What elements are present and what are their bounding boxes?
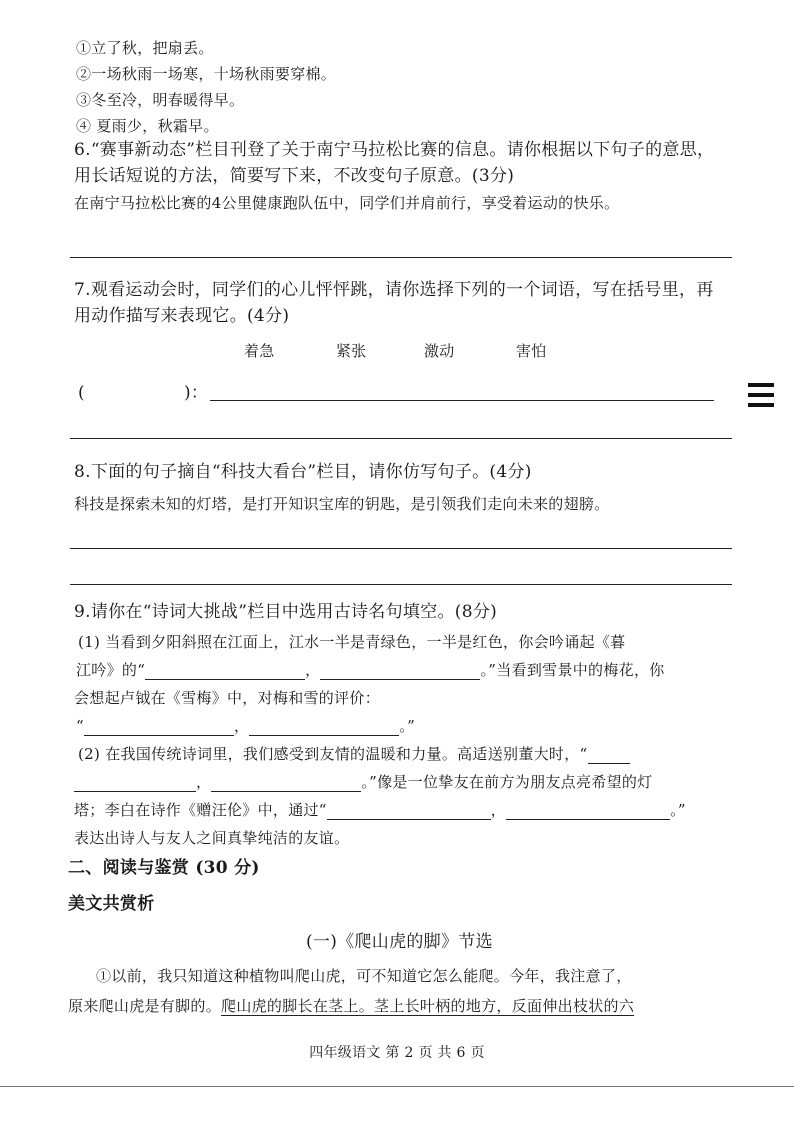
footer-divider [0,1086,794,1087]
q9-part1-line4-pre: “ [76,717,84,735]
q9-part2-line1 [78,744,630,764]
q6-answer-line[interactable] [70,257,732,258]
q9-part1-line2-comma: ， [305,661,321,679]
q7-close-paren: )： [184,383,209,403]
q9-part1-line4-comma: ， [233,717,250,735]
q8-answer-line-1[interactable] [70,548,732,549]
q9-blank-6[interactable] [74,775,196,792]
q9-part2-line3 [74,800,686,820]
page-footer: 四年级语文 第 2 页 共 6 页 [309,1045,485,1061]
section-heading: 二、阅读与鉴赏 (30 分) [68,858,260,878]
q9-part2-line1-text: (2) 在我国传统诗词里，我们感受到友情的温暖和力量。高适送别董大时，“ [78,745,588,763]
q9-part2-line3-post: 。” [670,801,686,819]
q7-word-1: 着急 [244,342,275,360]
q9-part1-line2-pre: 江吟》的“ [76,661,146,679]
menu-icon[interactable] [748,382,774,408]
q7-answer-line-1[interactable] [210,400,714,401]
q9-part1-line4-post: 。” [399,717,416,735]
q9-part2-line2 [74,772,652,792]
q9-blank-1[interactable] [145,663,305,680]
section-subheading: 美文共赏析 [68,894,155,914]
q8-answer-line-2[interactable] [70,584,732,585]
q7-prompt-line2: 用动作描写来表现它。(4分) [74,306,290,326]
q9-part1-line4 [76,716,415,736]
q9-part1-line1: (1) 当看到夕阳斜照在江面上，江水一半是青绿色，一半是红色，你会吟诵起《暮 [78,633,626,651]
q6-prompt-line1: 6.“赛事新动态”栏目刊登了关于南宁马拉松比赛的信息。请你根据以下句子的意思， [74,140,715,160]
q7-word-3: 激动 [424,342,455,360]
q9-blank-3[interactable] [84,719,234,736]
q9-blank-8[interactable] [327,803,491,820]
q9-part2-line2-post: 。”像是一位挚友在前方为朋友点亮希望的灯 [361,773,653,791]
q9-blank-9[interactable] [506,803,670,820]
q9-part2-line2-comma: ， [196,773,212,791]
proverb-3: ③冬至冷，明春暖得早。 [76,91,245,109]
proverb-4: ④ 夏雨少，秋霜早。 [76,117,219,135]
q8-source-sentence: 科技是探索未知的灯塔，是打开知识宝库的钥匙，是引领我们走向未来的翅膀。 [74,495,610,513]
q7-open-paren: ( [78,383,85,403]
q7-word-2: 紧张 [336,342,367,360]
passage-para1-line2-a: 原来爬山虎是有脚的。 [68,997,222,1015]
proverb-1: ①立了秋，把扇丢。 [76,39,214,57]
q7-answer-line-2[interactable] [70,438,732,439]
passage-title: (一)《爬山虎的脚》节选 [306,932,493,952]
passage-para1-line1: ①以前，我只知道这种植物叫爬山虎，可不知道它怎么能爬。今年，我注意了， [96,967,632,985]
q9-blank-5[interactable] [588,747,630,764]
passage-underlined-sentence: 爬山虎的脚长在茎上。茎上长叶柄的地方，反面伸出枝状的六 [221,997,635,1015]
q8-prompt: 8.下面的句子摘自“科技大看台”栏目，请你仿写句子。(4分) [74,462,532,482]
q9-part1-line2-post: 。”当看到雪景中的梅花，你 [480,661,665,679]
q7-prompt-line1: 7.观看运动会时，同学们的心儿怦怦跳，请你选择下列的一个词语，写在括号里，再 [74,280,714,300]
q6-source-sentence: 在南宁马拉松比赛的4公里健康跑队伍中，同学们并肩前行，享受着运动的快乐。 [74,194,620,212]
q9-part1-line3: 会想起卢钺在《雪梅》中，对梅和雪的评价： [74,689,381,707]
q9-blank-7[interactable] [211,775,361,792]
q6-prompt-line2: 用长话短说的方法，简要写下来，不改变句子原意。(3分) [74,166,515,186]
q9-part2-line3-pre: 塔；李白在诗作《赠汪伦》中，通过“ [74,801,327,819]
q9-part2-line3-comma: ， [490,801,507,819]
q9-part1-line2 [76,660,665,680]
q9-blank-2[interactable] [320,663,480,680]
q7-word-4: 害怕 [516,342,547,360]
passage-para1-line2 [68,996,634,1016]
q9-prompt: 9.请你在“诗词大挑战”栏目中选用古诗名句填空。(8分) [74,602,498,622]
q9-blank-4[interactable] [249,719,399,736]
proverb-2: ②一场秋雨一场寒，十场秋雨要穿棉。 [76,65,337,83]
q9-part2-line4: 表达出诗人与友人之间真挚纯洁的友谊。 [74,829,350,847]
